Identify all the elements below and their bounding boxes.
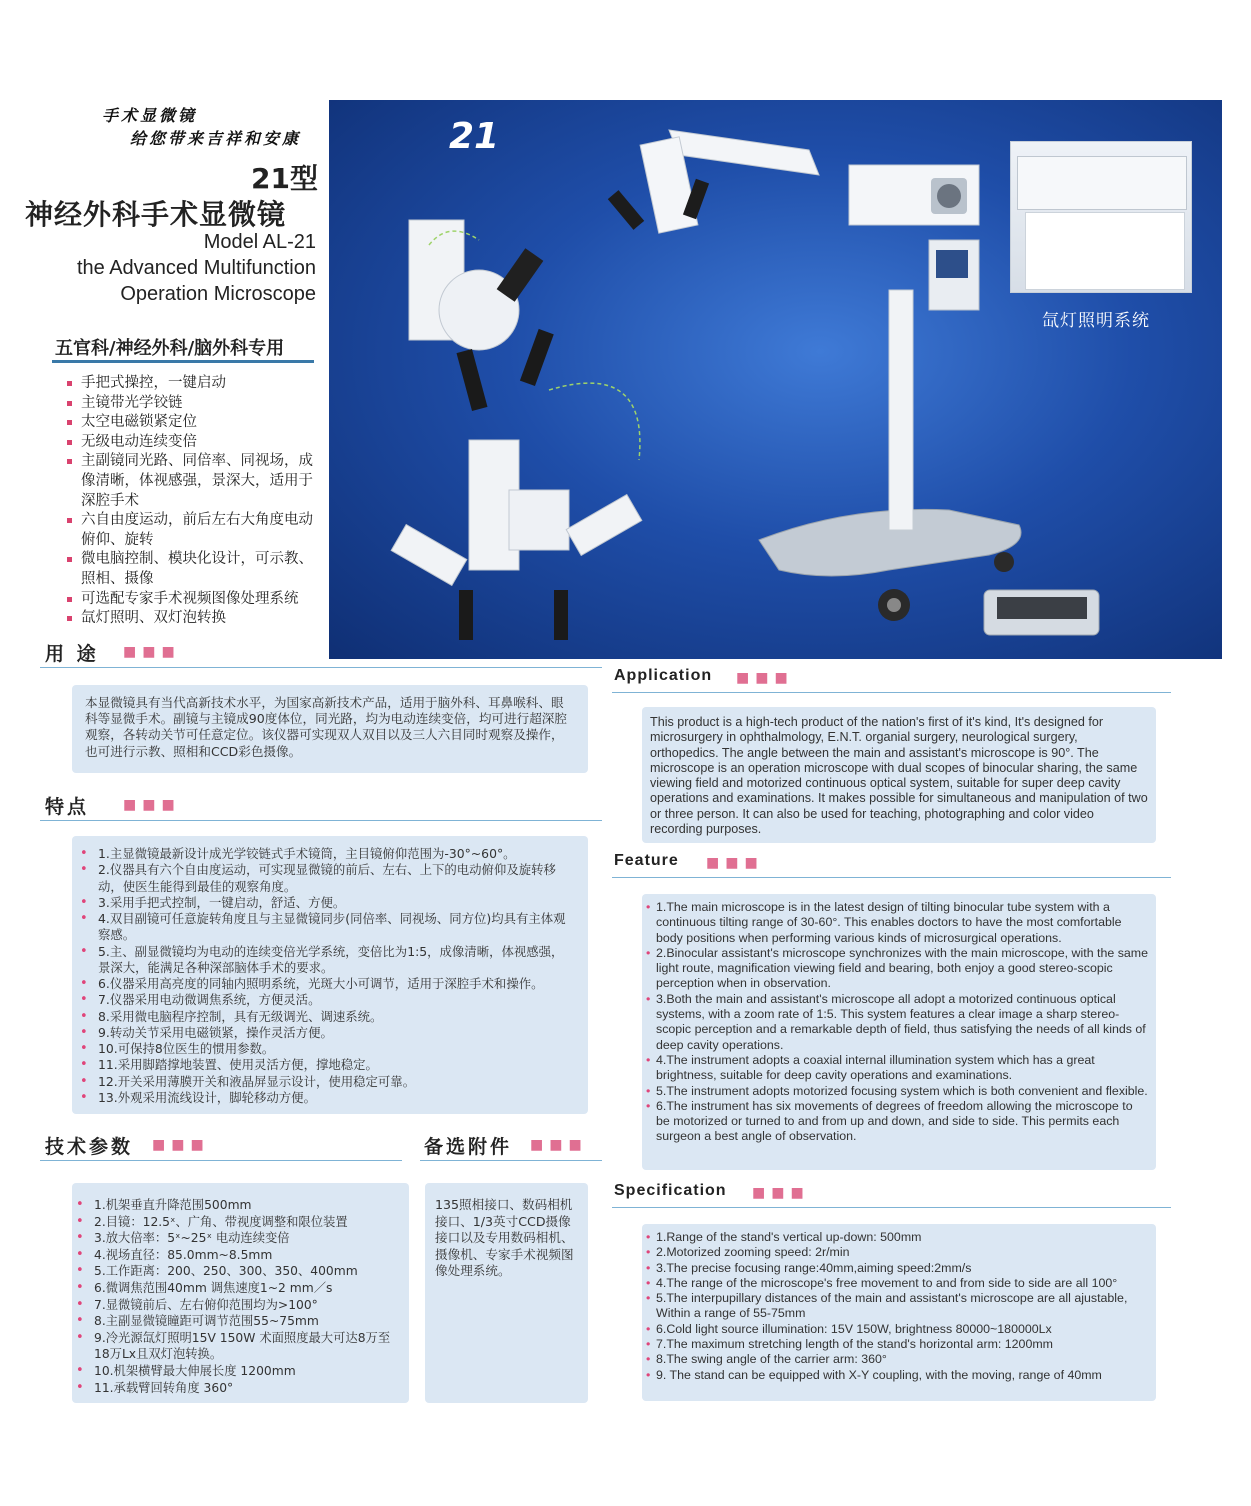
section-dots: ■■■	[706, 855, 764, 871]
list-item: 太空电磁锁紧定位	[67, 413, 317, 433]
hero-model-number: 21	[449, 116, 500, 157]
specialty-underline	[52, 360, 314, 363]
feature-en-title: Feature	[614, 852, 679, 869]
list-item: • 4.The instrument adopts a coaxial internal illumination system which has a great brightness, suitable for deep cavity operations and examinations.	[646, 1053, 1148, 1084]
features-cn-title: 特点	[45, 796, 90, 818]
divider	[40, 1160, 402, 1161]
application-text: This product is a high-tech product of the nation's first of it's kind, It's designed for microsurgery in ophthalmology, E.N.T. organial surgery, neurological surgery, orthopedics. The angle between the main and assistant's microscope is 90°. The microscope is an operation microscope with dual scopes of binocular sharing, the same viewing field and motorized continuous optical system, suitable for super deep cavity operations and examinations. It makes possible for simultaneous and manipulation of two or three person. It can also be used for teaching, photographing and color video recording purposes.	[650, 715, 1148, 837]
model-en-line2: the Advanced Multifunction	[76, 257, 316, 279]
list-item: 可选配专家手术视频图像处理系统	[67, 590, 317, 610]
list-item: • 10.可保持8位医生的惯用参数。	[76, 1041, 574, 1057]
list-item: 主副镜同光路、同倍率、同视场，成像清晰，体视感强，景深大，适用于深腔手术	[67, 452, 317, 511]
list-item: • 2.Motorized zooming speed: 2r/min	[646, 1245, 1148, 1260]
section-dots: ■■■	[123, 797, 181, 813]
features-cn-list	[72, 836, 588, 1106]
list-item: • 4.视场直径：85.0mm~8.5mm	[72, 1247, 403, 1264]
divider	[40, 820, 602, 821]
list-item: • 1.机架垂直升降范围500mm	[72, 1197, 403, 1214]
list-item: • 13.外观采用流线设计，脚轮移动方便。	[76, 1090, 574, 1106]
divider	[612, 692, 1171, 693]
tech-params-title: 技术参数	[45, 1136, 134, 1158]
list-item: • 6.The instrument has six movements of degrees of freedom allowing the microscope to be motorized or turned to and from up and down, and side to side. This permits each surgeon a best angle of observation.	[646, 1099, 1148, 1145]
list-item: 氙灯照明、双灯泡转换	[67, 609, 317, 629]
list-item: • 1.Range of the stand's vertical up-down: 500mm	[646, 1230, 1148, 1245]
list-item: • 1.主显微镜最新设计成光学铰链式手术镜筒，主目镜俯仰范围为-30°~60°。	[76, 846, 574, 862]
accessories-title: 备选附件	[424, 1136, 513, 1158]
list-item: • 11.承载臂回转角度 360°	[72, 1380, 403, 1397]
model-name-cn: 神经外科手术显微镜	[25, 198, 287, 231]
list-item: • 3.The precise focusing range:40mm,aiming speed:2mm/s	[646, 1261, 1148, 1276]
specification-title: Specification	[614, 1182, 727, 1199]
list-item: • 10.机架横臂最大伸展长度 1200mm	[72, 1363, 403, 1380]
list-item: • 5.主、副显微镜均为电动的连续变倍光学系统，变倍比为1:5，成像清晰，体视感强，景深大，能满足各种深部脑体手术的要求。	[76, 944, 574, 977]
list-item: 六自由度运动，前后左右大角度电动俯仰、旋转	[67, 511, 317, 550]
list-item: • 1.The main microscope is in the latest design of tilting binocular tube system with a continuous tilting range of 30-60°. This enables doctors to have the most comfortable body positions when performing various kinds of microsurgical operations.	[646, 900, 1148, 946]
list-item: • 12.开关采用薄膜开关和液晶屏显示设计，使用稳定可靠。	[76, 1074, 574, 1090]
divider	[420, 1160, 602, 1161]
specification-list	[642, 1224, 1156, 1383]
model-type-cn: 21型	[251, 162, 318, 195]
features-cn-box	[72, 836, 588, 1114]
list-item: • 3.采用手把式控制，一键启动，舒适、方便。	[76, 895, 574, 911]
hero-product-image	[329, 100, 1222, 659]
list-item: • 5.工作距离：200、250、300、350、400mm	[72, 1263, 403, 1280]
model-en-line3: Operation Microscope	[120, 283, 316, 305]
divider	[612, 877, 1171, 878]
slogan-line2: 给您带来吉祥和安康	[130, 129, 302, 148]
feature-en-list	[642, 894, 1156, 1145]
application-title: Application	[614, 667, 713, 684]
tech-params-list	[72, 1183, 409, 1396]
lamp-box-body	[1025, 212, 1185, 290]
list-item: • 9.转动关节采用电磁锁紧，操作灵活方便。	[76, 1025, 574, 1041]
slogan-line1: 手术显微镜	[102, 106, 198, 125]
list-item: • 4.The range of the microscope's free movement to and from side to side are all 100°	[646, 1276, 1148, 1291]
accessories-text: 135照相接口、数码相机接口、1/3英寸CCD摄像接口以及专用数码相机、摄像机、专家手术视频图像处理系统。	[435, 1197, 574, 1279]
feature-en-box	[642, 894, 1156, 1170]
list-item: • 8.主副显微镜瞳距可调节范围55~75mm	[72, 1313, 403, 1330]
list-item: • 3.Both the main and assistant's microscope all adopt a motorized continuous optical systems, with a zoom rate of 1:5. This system features a clear image a sharp stereo-scopic perception and a remarkable depth of field, thus satisfying the needs of all kinds of deep cavity operations.	[646, 992, 1148, 1053]
list-item: • 9. The stand can be equipped with X-Y coupling, with the moving, range of 40mm	[646, 1368, 1148, 1383]
list-item: • 8.采用微电脑程序控制，具有无级调光、调速系统。	[76, 1009, 574, 1025]
list-item: 微电脑控制、模块化设计，可示教、照相、摄像	[67, 550, 317, 589]
usage-text: 本显微镜具有当代高新技术水平，为国家高新技术产品，适用于脑外科、耳鼻喉科、眼科等显微手术。副镜与主镜成90度体位，同光路，均为电动连续变倍，均可进行超深腔观察，各转动关节可任意定位。该仪器可实现双人双目以及三人六目同时观察及操作，也可进行示教、照相和CCD彩色摄像。	[85, 695, 567, 759]
list-item: • 6.微调焦范围40mm 调焦速度1~2 mm／s	[72, 1280, 403, 1297]
list-item: • 4.双目副镜可任意旋转角度且与主显微镜同步(同倍率、同视场、同方位)均具有主体观察感。	[76, 911, 574, 944]
list-item: 主镜带光学铰链	[67, 394, 317, 414]
list-item: • 5.The interpupillary distances of the main and assistant's microscope are all ajustable, Within a range of 55-75mm	[646, 1291, 1148, 1322]
section-dots: ■■■	[123, 644, 181, 660]
divider	[40, 667, 602, 668]
section-dots: ■■■	[530, 1137, 588, 1153]
model-en	[20, 229, 316, 307]
list-item: • 6.仪器采用高亮度的同轴内照明系统，光斑大小可调节，适用于深腔手术和操作。	[76, 976, 574, 992]
list-item: • 2.Binocular assistant's microscope synchronizes with the main microscope, with the same light route, magnification viewing field and bearing, both enjoy a good stereo-scopic perception when in observation.	[646, 946, 1148, 992]
accessories-box	[425, 1183, 588, 1403]
list-item: • 6.Cold light source illumination: 15V 150W, brightness 80000~180000Lx	[646, 1322, 1148, 1337]
list-item: • 11.采用脚踏撑地装置、使用灵活方便，撑地稳定。	[76, 1057, 574, 1073]
usage-box	[72, 685, 588, 773]
list-item: • 7.The maximum stretching length of the stand's horizontal arm: 1200mm	[646, 1337, 1148, 1352]
application-box	[642, 707, 1156, 843]
list-item: • 2.目镜：12.5ˣ、广角、带视度调整和限位装置	[72, 1214, 403, 1231]
list-item: • 2.仪器具有六个自由度运动，可实现显微镜的前后、左右、上下的电动俯仰及旋转移动，使医生能得到最佳的观察角度。	[76, 862, 574, 895]
list-item: • 7.仪器采用电动微调焦系统，方便灵活。	[76, 992, 574, 1008]
list-item: • 3.放大倍率：5ˣ~25ˣ 电动连续变倍	[72, 1230, 403, 1247]
inset-label: 氙灯照明系统	[1042, 311, 1150, 331]
list-item: • 7.显微镜前后、左右俯仰范围均为>100°	[72, 1297, 403, 1314]
tech-params-box	[72, 1183, 409, 1403]
specialty-label: 五官科/神经外科/脑外科专用	[55, 338, 285, 359]
list-item: • 9.冷光源氙灯照明15V 150W 术面照度最大可达8万至18万Lx且双灯泡转换。	[72, 1330, 403, 1363]
section-dots: ■■■	[736, 670, 794, 686]
specification-box	[642, 1224, 1156, 1401]
model-en-line1: Model AL-21	[203, 231, 316, 253]
list-item: 手把式操控，一键启动	[67, 374, 317, 394]
list-item: 无级电动连续变倍	[67, 433, 317, 453]
list-item: • 5.The instrument adopts motorized focusing system which is both convenient and flexible.	[646, 1084, 1148, 1099]
list-item: • 8.The swing angle of the carrier arm: 360°	[646, 1352, 1148, 1367]
section-dots: ■■■	[152, 1137, 210, 1153]
divider	[612, 1207, 1171, 1208]
usage-title: 用 途	[45, 643, 99, 665]
lamp-box	[1017, 156, 1187, 210]
xenon-lamp-inset	[1010, 141, 1192, 293]
features-brief-list	[67, 374, 317, 629]
section-dots: ■■■	[752, 1185, 810, 1201]
